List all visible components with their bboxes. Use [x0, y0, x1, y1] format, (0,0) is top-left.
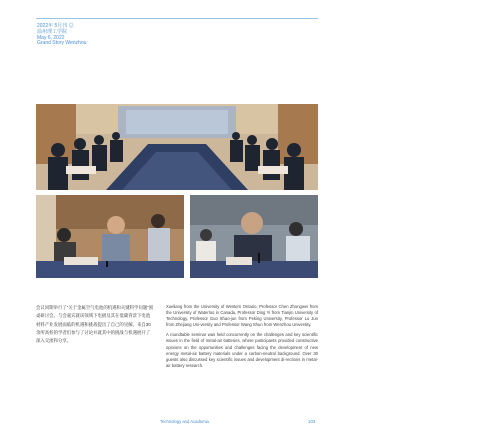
- page-number: 103: [308, 419, 316, 424]
- header-line-3: May 6, 2022: [37, 34, 65, 41]
- professor-speaking-photo: [190, 195, 318, 278]
- header-line-1: 2022年 5月刊 总: [37, 23, 74, 29]
- top-rule: [36, 18, 318, 19]
- header-line-4: Grand Story Wenzhou: [37, 40, 87, 47]
- issue-header: [37, 24, 86, 47]
- conference-room-seminar-photo: [36, 104, 318, 190]
- speaker-at-microphone-photo: [36, 195, 184, 278]
- english-body-text: [166, 304, 318, 373]
- english-paragraph-2: A roundtable seminar was held concurrently on the challenges and key scientific issues in the field of metal-air batteries, where participants provided constructive opinions on the opportunities and challenges facing the development of new energy metal-air battery materials under a carbon-neutral background. Over 30 guests also discussed key scientific issues and development di-rections in metal-air battery research.: [166, 332, 318, 368]
- chinese-paragraph: 会议同期举行了“关于金属空气电池的机遇和关键科学问题”圆桌研讨会。与会嘉宾就该领域下电极及其在低碳背景下电池材料产业发展面临的机遇和挑战提出了自己的见解。来自30余所高校的学者们参与了讨论并就其中的挑战与机遇展开了深入交流和分享。: [36, 305, 154, 344]
- english-paragraph-1: Xueliang from the University of Western Ontario, Professor Chen Zhongwei from the University of Waterloo in Canada, Professor Ding Yi from Tianjin University of Technology, Professor Guo Shao-jun from Peking University, Professor Lu Jun from Zhejiang Uni-versity and Professor Wang Shun from Wenzhou University.: [166, 304, 318, 328]
- header-line-2: 温州理工学院: [37, 28, 68, 35]
- section-footer-label: Technology and Academia: [160, 419, 209, 424]
- document-page: [20, 6, 462, 430]
- chinese-body-text: [36, 304, 154, 345]
